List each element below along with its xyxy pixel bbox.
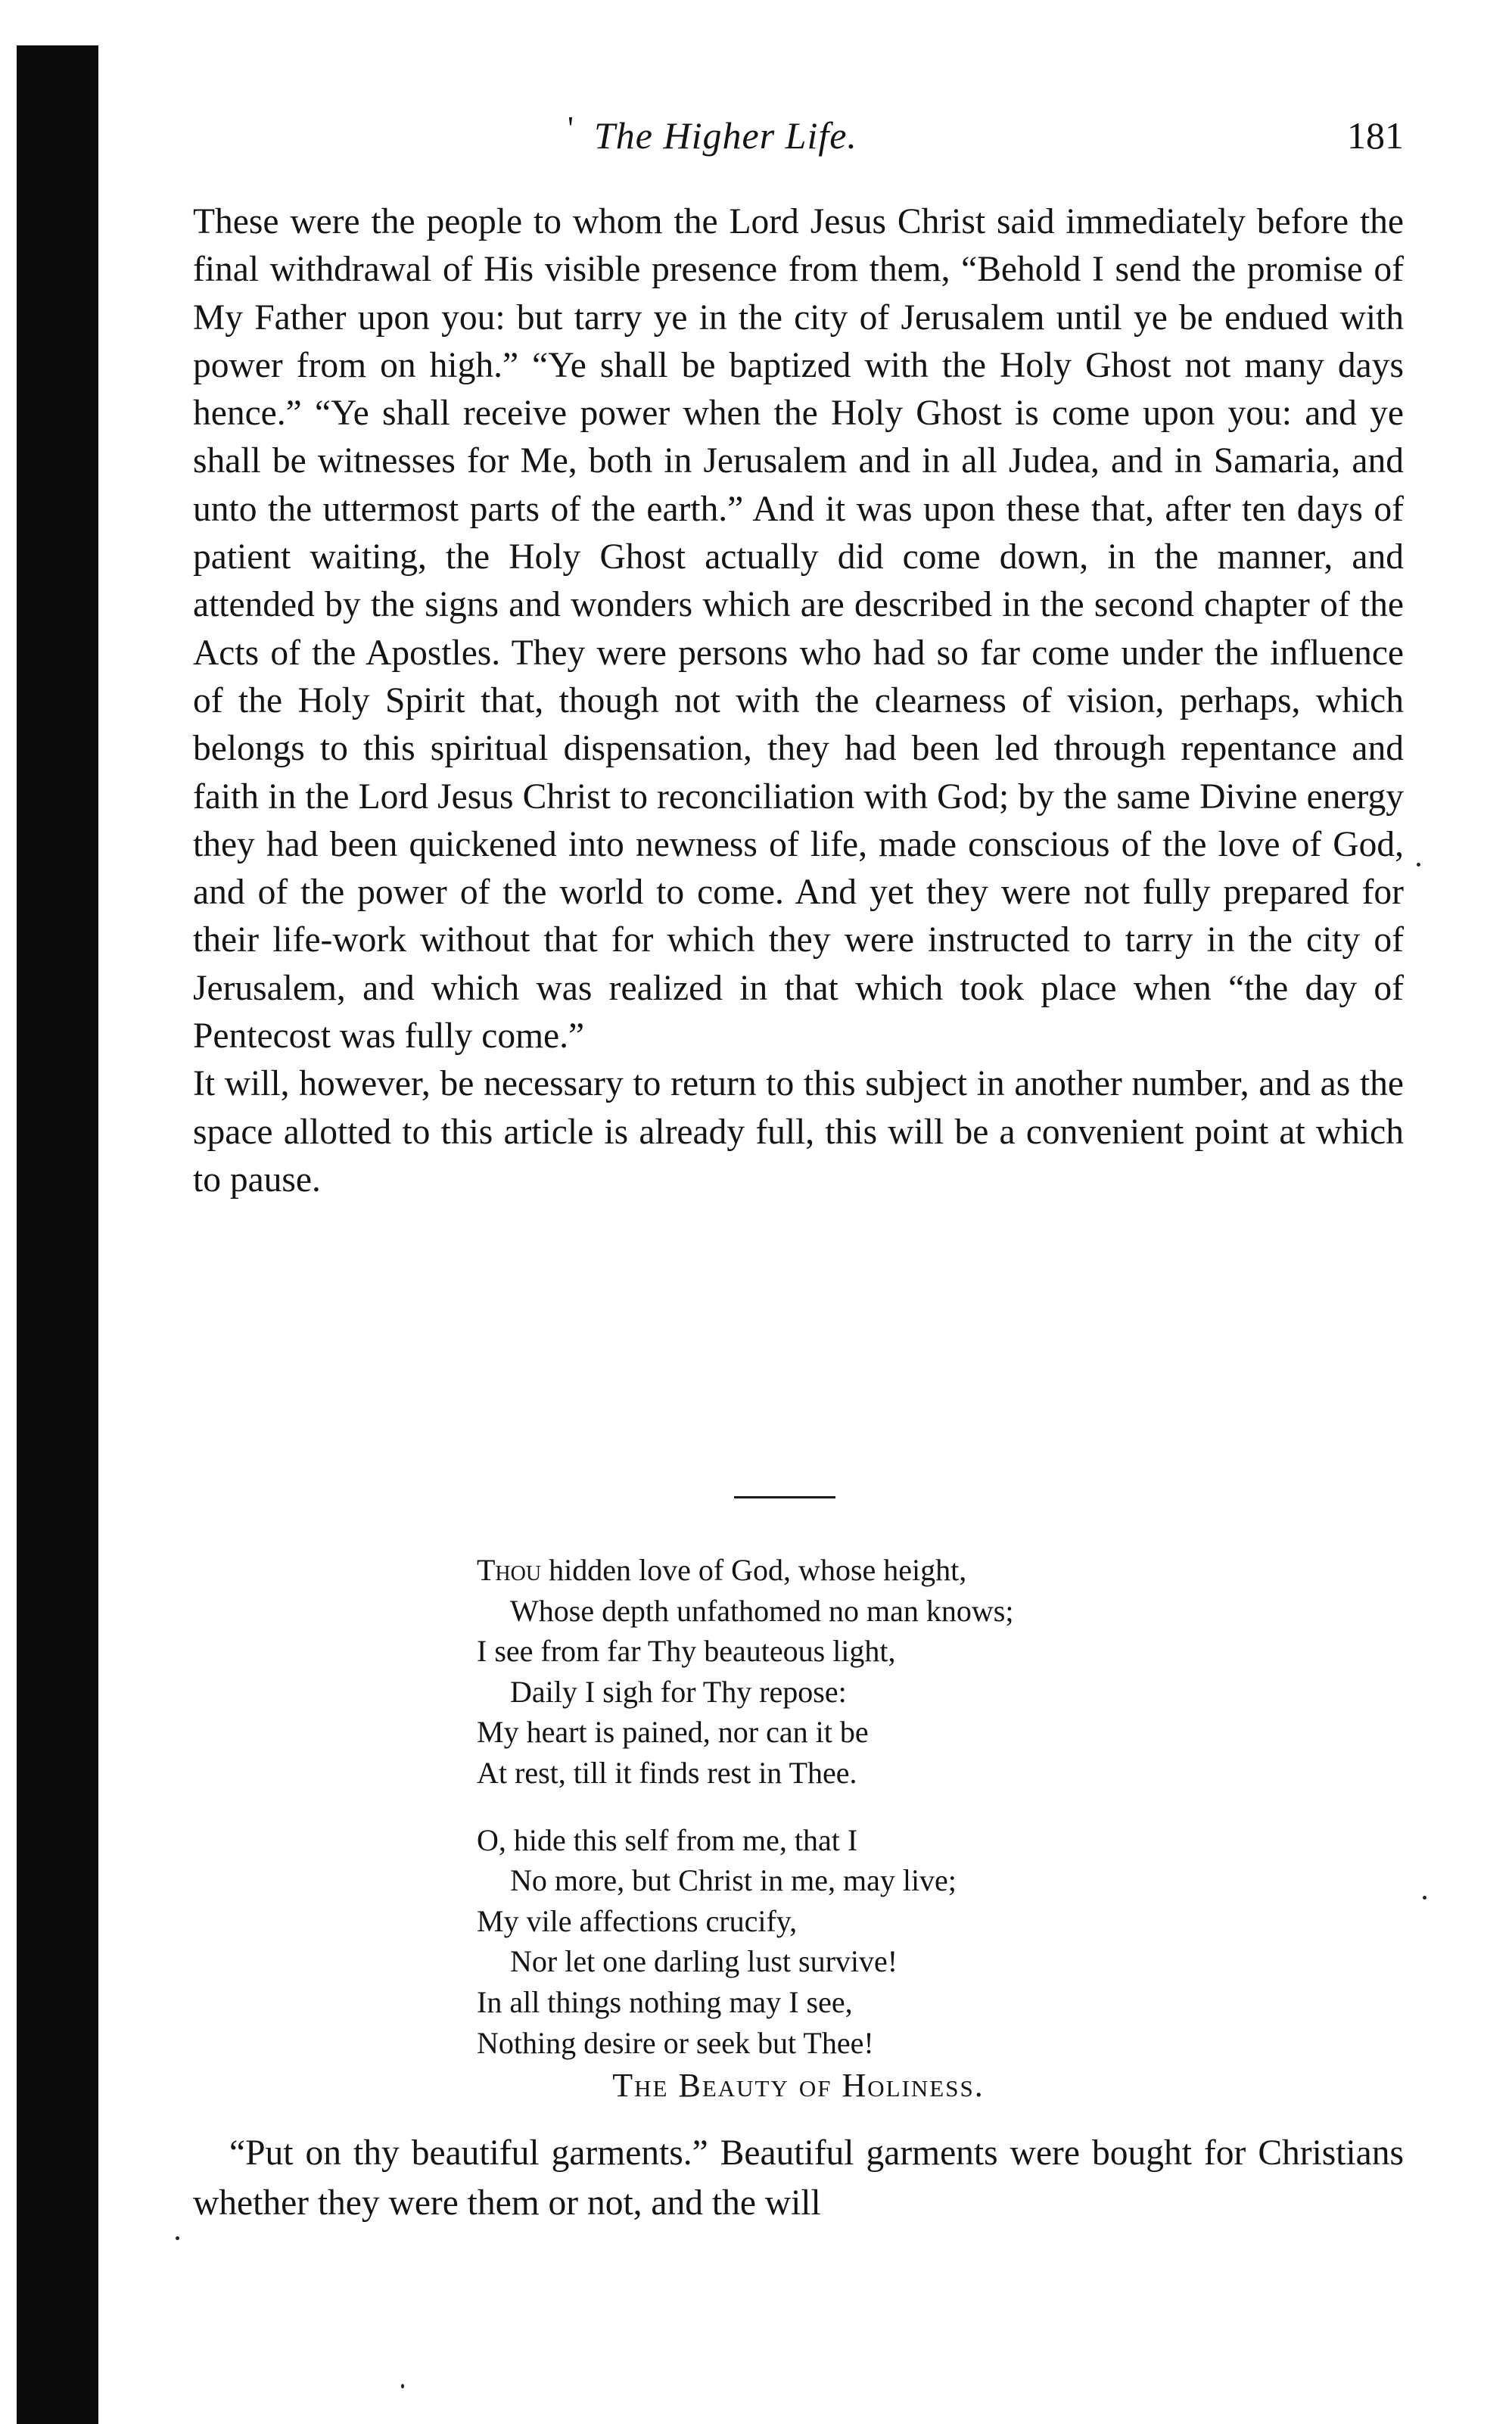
print-speck <box>1423 1896 1426 1900</box>
hymn-line: My heart is pained, nor can it be <box>477 1715 869 1750</box>
hymn-first-word: Thou <box>477 1553 542 1587</box>
hymn-line: Nothing desire or seek but Thee! <box>477 2025 874 2060</box>
hymn-line: Nor let one darling lust survive! <box>510 1944 898 1979</box>
hymn-line-text: hidden love of God, whose height, <box>549 1553 967 1587</box>
binding-edge <box>17 45 98 2424</box>
hymn-line: O, hide this self from me, that I <box>477 1822 858 1857</box>
print-speck <box>176 2236 179 2240</box>
hymn-line: No more, but Christ in me, may live; <box>510 1863 957 1898</box>
hymn-line: Whose depth unfathomed no man knows; <box>510 1593 1014 1628</box>
running-head-title: The Higher Life. <box>594 114 857 157</box>
page-number: 181 <box>1347 114 1404 157</box>
article-body <box>193 198 1404 1204</box>
section-divider <box>734 1496 835 1498</box>
running-head-mark: ' <box>568 110 574 147</box>
print-speck <box>401 2384 404 2388</box>
running-head <box>193 110 1404 166</box>
body-paragraph: It will, however, be necessary to return to this subject in another number, and as the space allotted to this article is already full, this will be a convenient point at which to pause. <box>193 1064 1404 1200</box>
next-article-body <box>193 2128 1404 2228</box>
hymn-stanza <box>477 1820 1234 2064</box>
hymn-line <box>477 1550 1234 1591</box>
body-paragraph: These were the people to whom the Lord Jesus Christ said immediately before the final withdrawal of His visible presence from them, “Behold I send the promise of My Father upon you: but tarry ye in the city of Jerusalem until ye be endued with power from on high.” “Ye shall be baptized with the Holy Ghost not many days hence.” “Ye shall receive power when the Holy Ghost is come upon you: and ye shall be witnesses for Me, both in Jerusalem and in all Judea, and in Samaria, and unto the uttermost parts of the earth.” And it was upon these that, after ten days of patient waiting, the Holy Ghost actually did come down, in the manner, and attended by the signs and wonders which are described in the second chapter of the Acts of the Apostles. They were persons who had so far come under the influence of the Holy Spirit that, though not with the clearness of vision, perhaps, which belongs to this spiritual dispensation, they had been led through repentance and faith in the Lord Jesus Christ to reconciliation with God; by the same Divine energy they had been quickened into newness of life, made conscious of the love of God, and of the power of the world to come. And yet they were not fully prepared for their life-work without that for which they were instructed to tarry in the city of Jerusalem, and which was realized in that which took place when “the day of Pentecost was fully come.” <box>193 202 1404 1056</box>
hymn-line: Daily I sigh for Thy repose: <box>510 1674 847 1709</box>
print-speck <box>1417 863 1420 867</box>
body-paragraph: “Put on thy beautiful garments.” Beautiful garments were bought for Christians whether they were them or not, and the will <box>193 2133 1404 2223</box>
hymn-stanza <box>477 1550 1234 1794</box>
hymn-line: I see from far Thy beauteous light, <box>477 1634 896 1669</box>
section-heading: The Beauty of Holiness. <box>612 2067 985 2104</box>
hymn-line: At rest, till it finds rest in Thee. <box>477 1755 857 1790</box>
hymn-line: My vile affections crucify, <box>477 1903 798 1938</box>
hymn-line: In all things nothing may I see, <box>477 1984 853 2019</box>
hymn <box>477 1550 1234 2063</box>
